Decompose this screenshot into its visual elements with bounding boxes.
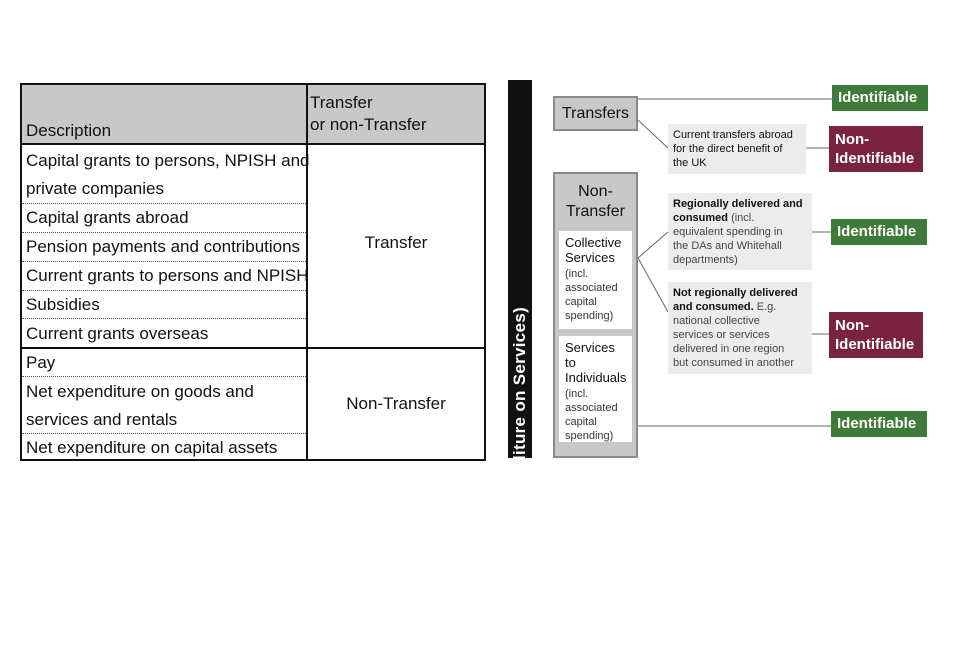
note-regional-bold2: consumed: [673, 212, 729, 224]
tag-nonidentifiable-notregional: [829, 312, 923, 358]
tag-nonidentifiable-abroad: [829, 126, 923, 172]
note-regional-light1: (incl.: [728, 212, 755, 224]
individual-services-box: [559, 336, 632, 442]
group-transfer: Transfer: [364, 233, 428, 252]
note-abroad-line2: for the direct benefit of: [673, 143, 783, 155]
header-description: Description: [26, 121, 112, 140]
note-notregional-light5: but consumed in another: [673, 357, 795, 369]
collective-title-1: Collective: [565, 235, 622, 250]
group-divider: [22, 347, 484, 350]
individuals-sub-1: (incl.: [565, 388, 589, 400]
note-notregional-light1: E.g.: [753, 301, 777, 313]
table-cell: Pay: [26, 353, 56, 372]
tag-non-line2: Identifiable: [835, 150, 915, 167]
table-cell: Subsidies: [26, 295, 100, 314]
tag-identifiable-transfers: Identifiable: [832, 85, 928, 111]
individuals-title-1: Services to: [565, 340, 615, 370]
note-notregional-bold2: and consumed.: [673, 301, 754, 313]
individuals-sub-2: associated: [565, 402, 618, 414]
tag-identifiable-regional: Identifiable: [831, 219, 927, 245]
note-regional-bold1: Regionally delivered and: [673, 198, 803, 210]
transfers-box: Transfers: [553, 96, 638, 131]
note-abroad-line1: Current transfers abroad: [673, 129, 793, 141]
collective-sub-3: capital: [565, 296, 597, 308]
collective-services-box: [559, 231, 632, 329]
table-cell: Pension payments and contributions: [26, 237, 301, 256]
table-cell: Capital grants to persons, NPISH and: [26, 151, 310, 170]
note-regional-light3: the DAs and Whitehall: [673, 240, 782, 252]
collective-sub-4: spending): [565, 310, 614, 322]
line-transfers-abroad: [638, 120, 668, 148]
nontransfer-title-line2: Transfer: [566, 203, 625, 220]
header-transfer-line1: Transfer: [310, 93, 373, 112]
nontransfer-title: [555, 182, 636, 222]
note-regional-light2: equivalent spending in: [673, 226, 783, 238]
line-collective-notregional: [638, 258, 668, 312]
note-notregional-bold1: Not regionally delivered: [673, 287, 798, 299]
note-abroad-line3: the UK: [673, 157, 707, 169]
note-not-regional: [668, 282, 812, 374]
note-notregional-light2: national collective: [673, 315, 760, 327]
note-notregional-light4: delivered in one region: [673, 343, 785, 355]
individuals-sub: [565, 387, 626, 443]
header-transfer-line2: or non-Transfer: [310, 115, 427, 134]
tag-non-line1: Non-: [835, 131, 870, 148]
nontransfer-title-line1: Non-: [578, 183, 613, 200]
individuals-sub-4: spending): [565, 430, 614, 442]
note-transfers-abroad: [668, 124, 806, 174]
table-cell: Net expenditure on goods and: [26, 382, 254, 401]
table-cell: Capital grants abroad: [26, 208, 189, 227]
note-notregional-light3: services or services: [673, 329, 770, 341]
line-collective-regional: [638, 232, 668, 258]
table-cell: Current grants overseas: [26, 324, 209, 343]
table-cell: private companies: [26, 179, 164, 198]
note-regional: [668, 193, 812, 270]
tes-label: TES (Total Expenditure on Services): [510, 306, 529, 610]
tag-non-line1: Non-: [835, 317, 870, 334]
collective-title-2: Services: [565, 250, 615, 265]
expenditure-table: [20, 83, 486, 461]
note-regional-light4: departments): [673, 254, 738, 266]
collective-sub: [565, 267, 626, 323]
table-cell: Current grants to persons and NPISH: [26, 266, 309, 285]
nontransfer-box: [553, 172, 638, 458]
tag-identifiable-individuals: Identifiable: [831, 411, 927, 437]
collective-sub-2: associated: [565, 282, 618, 294]
table-cell: Net expenditure on capital assets: [26, 438, 278, 457]
header-transfer: [310, 92, 427, 136]
tag-non-line2: Identifiable: [835, 336, 915, 353]
individuals-sub-3: capital: [565, 416, 597, 428]
collective-sub-1: (incl.: [565, 268, 589, 280]
table-header: [22, 85, 484, 145]
group-nontransfer: Non-Transfer: [346, 394, 446, 413]
table-cell: services and rentals: [26, 410, 178, 429]
individuals-title-2: Individuals: [565, 370, 627, 385]
